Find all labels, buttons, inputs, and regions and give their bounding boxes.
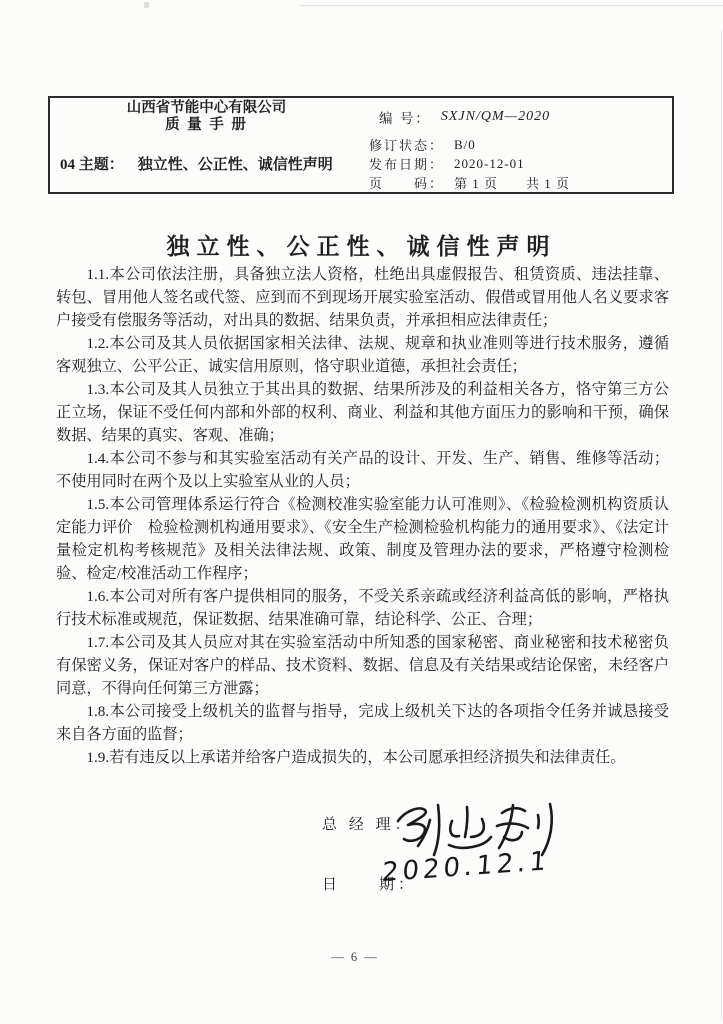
revision-status-cell: [363, 135, 676, 154]
scan-artifact-right-line: [721, 30, 722, 1020]
paragraph-1-1: 1.1.本公司依法注册，具备独立法人资格，杜绝出具虚假报告、租赁资质、违法挂靠、转包、冒用他人签名或代签、应到而不到现场开展实验室活动、假借或冒用他人名义要求客户接受有偿服务等活动，对出具的数据、结果负责，并承担相应法律责任；: [56, 266, 669, 329]
company-title-cell: [50, 98, 363, 135]
general-manager-label: 总 经 理：: [322, 817, 414, 833]
scan-artifact-speck: [144, 2, 149, 8]
page-code-cell: [363, 173, 676, 192]
handwritten-date: 2020.12.1: [380, 846, 551, 889]
document-title: 独立性、公正性、诚信性声明: [166, 234, 557, 259]
paragraph-1-2: 1.2.本公司及其人员依据国家相关法律、法规、规章和执业准则等进行技术服务，遵循客观独立、公平公正、诚实信用原则，恪守职业道德，承担社会责任；: [56, 335, 669, 375]
paragraph-1-6: 1.6.本公司对所有客户提供相同的服务，不受关系亲疏或经济利益高低的影响，严格执行技术标准或规范，保证数据、结果准确可靠，结论科学、公正、合理；: [56, 588, 669, 628]
document-header-table: [48, 96, 674, 194]
issue-date-label: 发布日期：: [369, 157, 445, 172]
page-code-label: 页 码：: [369, 176, 445, 191]
declaration-body: [56, 263, 669, 769]
manual-title: 质 量 手 册: [165, 116, 248, 133]
paragraph-1-3: 1.3.本公司及其人员独立于其出具的数据、结果所涉及的利益相关各方，恪守第三方公正立场，保证不受任何内部和外部的权利、商业、利益和其他方面压力的影响和干预，确保数据、结果的真实、客观、准确；: [56, 381, 669, 444]
issue-date-cell: [363, 154, 676, 173]
company-name: 山西省节能中心有限公司: [126, 99, 287, 116]
topic-cell: [50, 135, 363, 192]
topic-value: 独立性、公正性、诚信性声明: [137, 157, 333, 173]
revision-status-value: B/0: [454, 136, 476, 152]
footer-page-number: — 6 —: [331, 950, 379, 964]
doc-number-label: 编 号：: [379, 110, 431, 126]
paragraph-1-9: 1.9.若有违反以上承诺并给客户造成损失的，本公司愿承担经济损失和法律责任。: [86, 749, 626, 766]
doc-number-cell: [363, 98, 676, 135]
issue-date-value: 2020-12-01: [454, 155, 525, 171]
paragraph-1-5: 1.5.本公司管理体系运行符合《检测校准实验室能力认可准则》、《检验检测机构资质认定能力评价 检验检测机构通用要求》、《安全生产检测检验机构能力的通用要求》、《法定计量检定机构考核规范》及相关法律法规、政策、制度及管理办法的要求，严格遵守检测检验、检定/校准活动工作程序；: [56, 496, 669, 582]
revision-status-label: 修订状态：: [369, 138, 445, 153]
paragraph-1-7: 1.7.本公司及其人员应对其在实验室活动中所知悉的国家秘密、商业秘密和技术秘密负有保密义务，保证对客户的样品、技术资料、数据、信息及有关结果或结论保密，未经客户同意，不得向任何第三方泄露；: [56, 634, 669, 697]
date-label: 日 期：: [322, 877, 418, 893]
topic-label: 04 主题：: [60, 157, 124, 173]
scan-artifact-top-line: [300, 5, 723, 6]
doc-number-value: SXJN/QM—2020: [440, 108, 551, 124]
page-code-value: 第 1 页 共 1 页: [454, 176, 571, 191]
paragraph-1-4: 1.4.本公司不参与和其实验室活动有关产品的设计、开发、生产、销售、维修等活动；不使用同时在两个及以上实验室从业的人员；: [56, 450, 669, 490]
paragraph-1-8: 1.8.本公司接受上级机关的监督与指导，完成上级机关下达的各项指令任务并诚恳接受来自各方面的监督；: [56, 703, 669, 743]
